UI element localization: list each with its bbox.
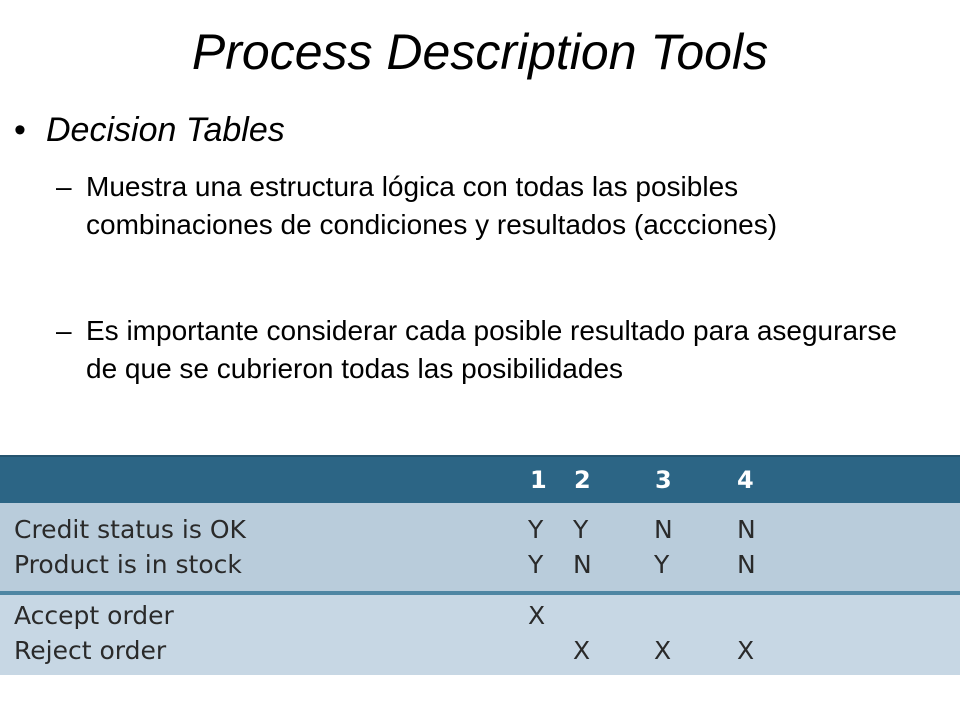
decision-table (0, 455, 960, 675)
condition-label: Credit status is OK (14, 515, 246, 544)
condition-cell: N (737, 550, 756, 579)
action-cell: X (573, 636, 591, 665)
action-label: Reject order (14, 636, 167, 665)
rule-number: 2 (574, 466, 591, 494)
action-cell: X (654, 636, 672, 665)
dash-marker: – (56, 171, 72, 202)
rule-number: 4 (737, 466, 754, 494)
action-label: Accept order (14, 601, 174, 630)
condition-cell: N (654, 515, 673, 544)
subitem-text: Es importante considerar cada posible resultado para asegurarse de que se cubrieron todas las posibilidades (86, 315, 897, 384)
bullet-text: Decision Tables (46, 111, 285, 149)
action-cell: X (737, 636, 755, 665)
bullet-decision-tables (14, 108, 285, 152)
condition-cell: Y (528, 550, 544, 579)
slide-title: Process Description Tools (191, 24, 769, 80)
bullet-marker: • (14, 111, 26, 149)
condition-cell: N (737, 515, 756, 544)
condition-cell: Y (528, 515, 544, 544)
subitem-2 (56, 312, 916, 388)
condition-cell: Y (654, 550, 670, 579)
table-header-band (0, 455, 960, 505)
condition-cell: Y (573, 515, 589, 544)
action-cell: X (528, 601, 546, 630)
rule-number: 1 (530, 466, 547, 494)
subitem-1 (56, 168, 916, 244)
dash-marker: – (56, 315, 72, 346)
condition-label: Product is in stock (14, 550, 242, 579)
rule-number: 3 (655, 466, 672, 494)
condition-cell: N (573, 550, 592, 579)
subitem-text: Muestra una estructura lógica con todas las posibles combinaciones de condiciones y resultados (accciones) (86, 171, 778, 240)
